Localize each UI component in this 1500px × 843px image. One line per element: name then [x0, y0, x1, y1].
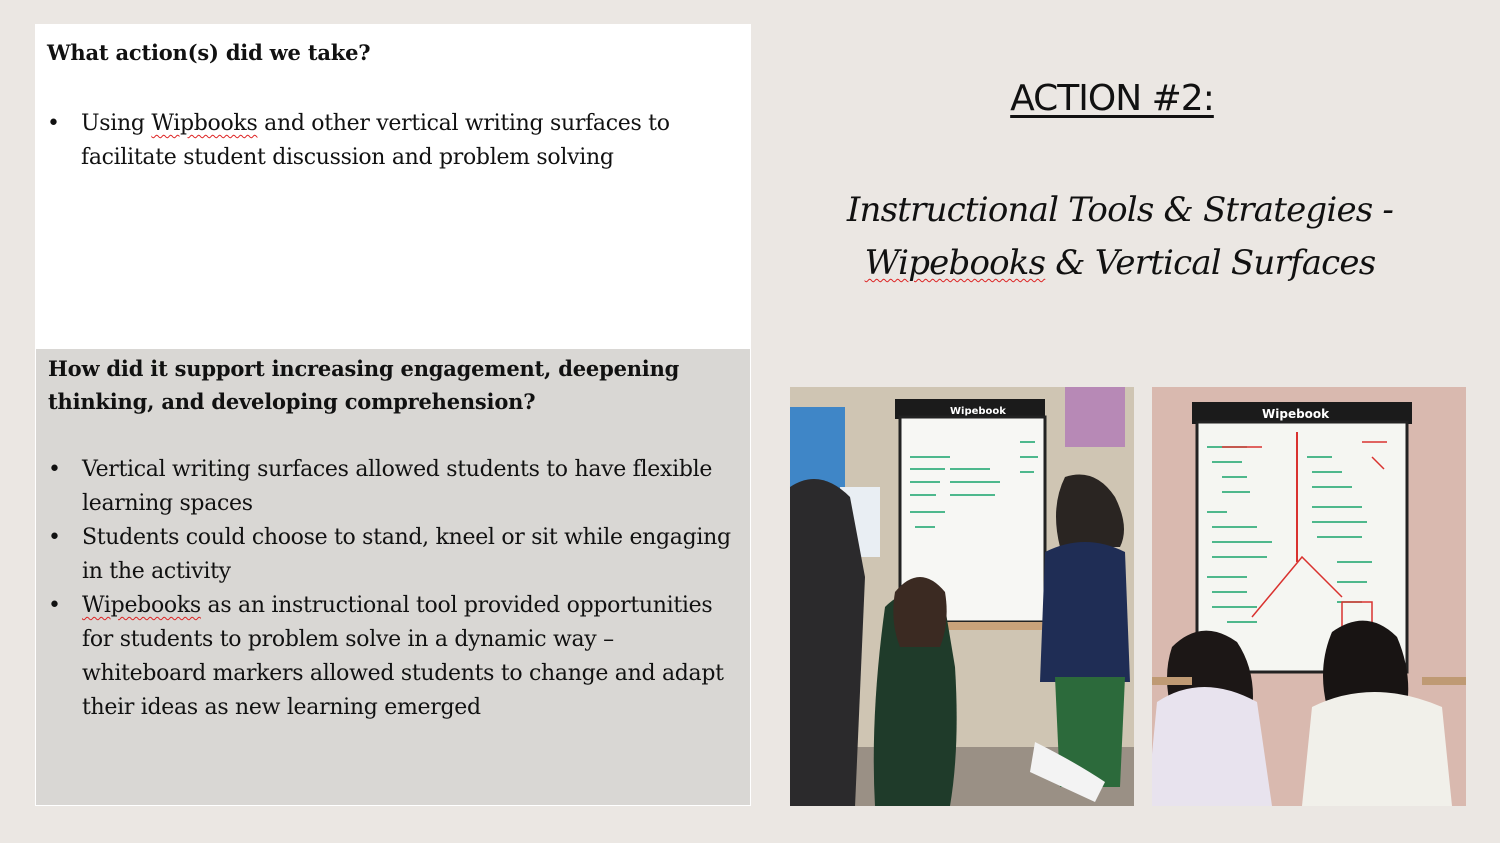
- classroom-photo-1: [790, 387, 1134, 806]
- spellcheck-word: Wipebooks: [864, 243, 1046, 283]
- list-item: • Wipebooks as an instructional tool provided opportunities for students to problem solve in a dynamic way – whiteboard markers allowed students to change and adapt their ideas as new learning emerged: [48, 589, 731, 725]
- slide-subtitle: Instructional Tools & Strategies - Wipebooks & Vertical Surfaces: [846, 190, 1394, 283]
- classroom-photo-2: [1152, 387, 1466, 806]
- photo-2-illustration: [1152, 387, 1466, 806]
- board-brand-text: Wipebook: [1262, 407, 1330, 421]
- impact-panel: [35, 348, 751, 806]
- list-item: • Using Wipbooks and other vertical writing surfaces to facilitate student discussion and problem solving: [47, 107, 670, 175]
- spellcheck-word: Wipebooks: [82, 593, 201, 618]
- bullet-icon: •: [48, 525, 61, 550]
- bullet-icon: •: [48, 457, 61, 482]
- bullet-icon: •: [47, 111, 60, 136]
- photo-1-illustration: [790, 387, 1134, 806]
- question-action-taken: What action(s) did we take?: [47, 40, 371, 65]
- question-impact: How did it support increasing engagement, deepening thinking, and developing comprehension?: [48, 356, 680, 414]
- action-panel: [35, 24, 751, 348]
- list-item: • Students could choose to stand, kneel or sit while engaging in the activity: [48, 521, 731, 589]
- spellcheck-word: Wipbooks: [151, 111, 258, 136]
- bullet-icon: •: [48, 593, 61, 618]
- action-title: ACTION #2:: [1010, 78, 1214, 119]
- list-item: • Vertical writing surfaces allowed students to have flexible learning spaces: [48, 453, 731, 521]
- board-brand-text: Wipebook: [950, 406, 1006, 417]
- impact-bullet-list: [48, 453, 731, 725]
- action-bullet-list: [47, 107, 670, 175]
